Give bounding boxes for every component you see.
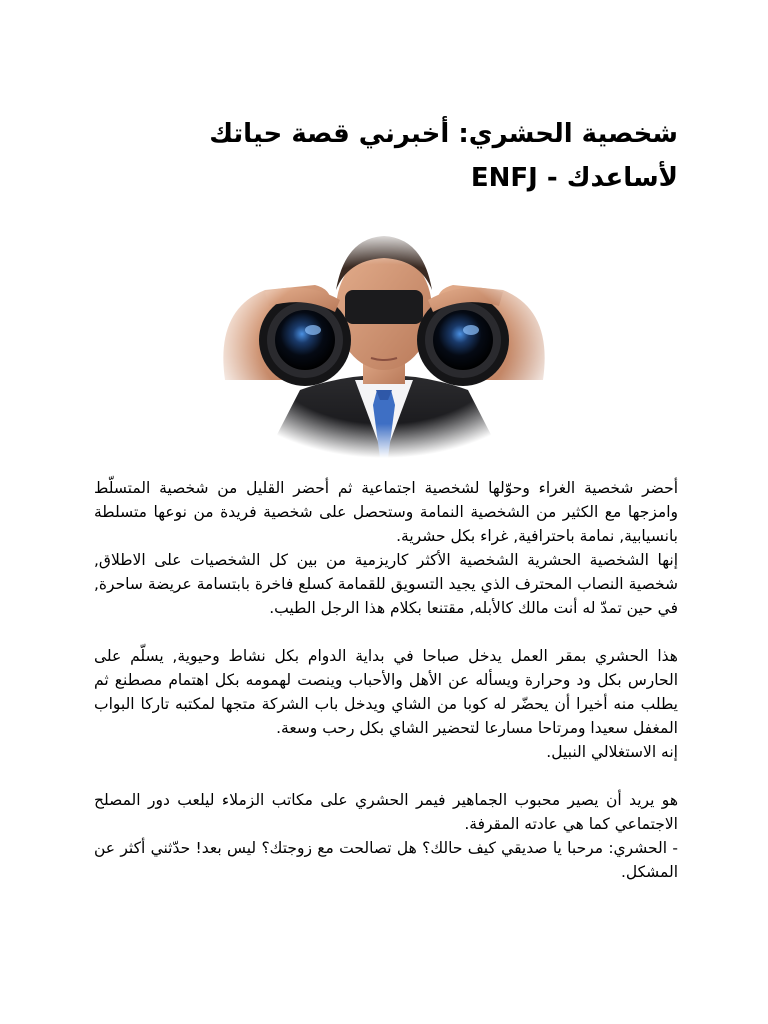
document-body	[94, 476, 678, 884]
title-line-2: لأساعدك - ENFJ	[470, 163, 678, 193]
paragraph-gap	[94, 620, 678, 644]
paragraph-gap	[94, 764, 678, 788]
document-title	[90, 112, 678, 200]
paragraph-3: هذا الحشري بمقر العمل يدخل صباحا في بداية الدوام بكل نشاط وحيوية, يسلّم على الحارس بكل ود وحرارة ويسأله عن الأهل والأحباب وينصت لهمومه بكل اهتمام مصطنع ثم يطلب منه أخيرا أن يحضّر له كوبا من الشاي ويدخل باب الشركة متجها لمكتبه تاركا البواب المغفل سعيدا ومرتاحا مسارعا لتحضير الشاي بكل رحب وسعة.	[94, 647, 678, 737]
paragraph-4: إنه الاستغلالي النبيل.	[546, 743, 678, 761]
paragraph-5: هو يريد أن يصير محبوب الجماهير فيمر الحشري على مكاتب الزملاء ليلعب دور المصلح الاجتماعي كما هي عادته المقرفة.	[94, 791, 678, 833]
paragraph-1: أحضر شخصية الغراء وحوّلها لشخصية اجتماعية ثم أحضر القليل من شخصية المتسلّط وامزجها مع الكثير من الشخصية النمامة وستحصل على شخصية فريدة من نوعها متسلطة بانسيابية, نمامة باحترافية, غراء بكل حشرية.	[94, 479, 678, 545]
man-with-binoculars-photo	[205, 230, 563, 458]
paragraph-2: إنها الشخصية الحشرية الشخصية الأكثر كاريزمية من بين كل الشخصيات على الاطلاق, شخصية النصاب المحترف الذي يجيد التسويق للقمامة كسلع فاخرة بابتسامة عريضة ساحرة, في حين تمدّ له أنت مالك كالأبله, مقتنعا بكلام هذا الرجل الطيب.	[94, 551, 678, 617]
title-line-1: شخصية الحشري: أخبرني قصة حياتك	[209, 119, 678, 149]
paragraph-6: - الحشري: مرحبا يا صديقي كيف حالك؟ هل تصالحت مع زوجتك؟ ليس بعد! حدّثني أكثر عن المشكل.	[94, 839, 678, 881]
